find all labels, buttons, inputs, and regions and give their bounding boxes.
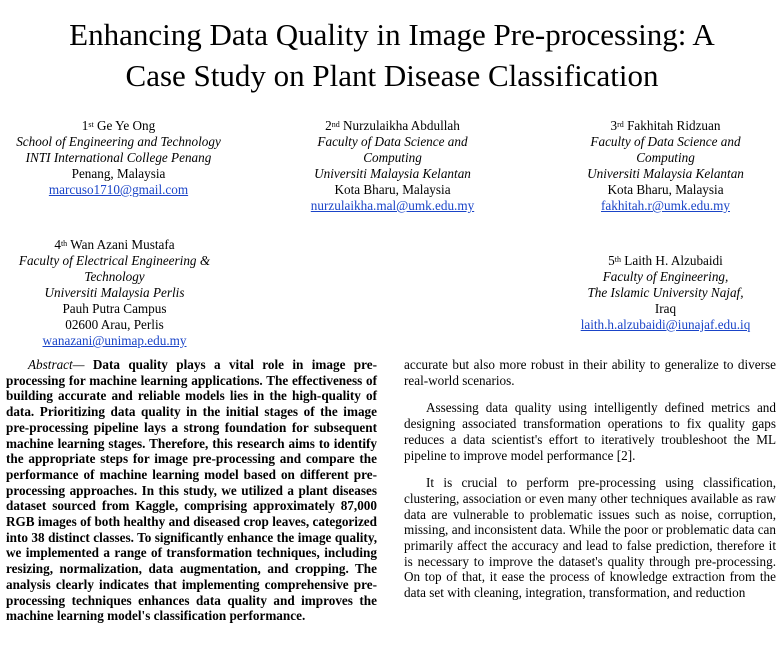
author-affiliation: Universiti Malaysia Kelantan (314, 166, 471, 181)
paper-title (0, 14, 784, 96)
author-affiliation: Computing (636, 150, 695, 165)
author-email-link[interactable]: nurzulaikha.mal@umk.edu.my (310, 198, 475, 213)
abstract-column (6, 357, 377, 624)
author-affiliation: Computing (363, 150, 422, 165)
author-location: Penang, Malaysia (71, 166, 166, 181)
author-location: Kota Bharu, Malaysia (607, 182, 724, 197)
author-affiliation: INTI International College Penang (25, 150, 212, 165)
author-name: 3rd Fakhitah Ridzuan (610, 118, 721, 133)
author-block-4 (2, 237, 227, 349)
author-email-link[interactable]: marcuso1710@gmail.com (48, 182, 189, 197)
author-location: Kota Bharu, Malaysia (334, 182, 451, 197)
author-affiliation: Faculty of Data Science and (590, 134, 741, 149)
author-location: Pauh Putra Campus (62, 301, 167, 316)
author-email-link[interactable]: fakhitah.r@umk.edu.my (601, 198, 730, 213)
author-name: 1st Ge Ye Ong (81, 118, 156, 133)
author-affiliation: The Islamic University Najaf, (587, 285, 744, 300)
author-affiliation: Technology (84, 269, 145, 284)
abstract-text: Data quality plays a vital role in image pre-processing for machine learning applications. The effectiveness of building accurate and reliable models lies in the high-quality of data. Prioritizing data quality in the initial stages of the image pre-processing pipeline lays a strong foundation for subsequent machine learning stages. Therefore, this research aims to identify the appropriate steps for image pre-processing and compare the performance of machine learning model based on different pre-processing approaches. In this study, we utilized a plant diseases dataset sourced from Kaggle, comprising approximately 87,000 RGB images of both healthy and diseased crop leaves, categorized into 38 distinct classes. To significantly enhance the image quality, we implemented a range of transformation techniques, including resizing, normalization, data augmentation, and cropping. The analysis clearly indicates that implementing comprehensive pre-processing techniques enhances data quality and improves the machine learning model's classification performance. (6, 357, 378, 624)
abstract-label: Abstract— (28, 357, 85, 372)
title-line-1: Enhancing Data Quality in Image Pre-processing: A (69, 17, 715, 52)
body-column (404, 357, 776, 601)
author-location: Iraq (654, 301, 677, 316)
title-line-2: Case Study on Plant Disease Classification (125, 58, 659, 93)
body-paragraph-2: Assessing data quality using intelligently defined metrics and designing associated transformation operations to fix quality gaps reduces a data scientist's effort to iteratively troubleshoot the ML pipeline to improve model performance [2]. (404, 400, 776, 463)
author-affiliation: Universiti Malaysia Perlis (44, 285, 185, 300)
author-email-link[interactable]: wanazani@unimap.edu.my (42, 333, 187, 348)
body-paragraph-1: accurate but also more robust in their ability to generalize to diverse real-world scenarios. (404, 357, 776, 388)
author-block-5 (553, 253, 778, 333)
author-block-3 (553, 118, 778, 214)
author-name: 5th Laith H. Alzubaidi (608, 253, 723, 268)
body-paragraph-3: It is crucial to perform pre-processing using classification, clustering, association or even many other techniques available as raw data are vulnerable to problematic issues such as noise, corruption, missing, and inconsistent data. While the poor or problematic data can primarily affect the accuracy and lead to false prediction, therefore it is necessary to improve the dataset's quality through pre-processing. On top of that, it ease the process of knowledge extraction from the data set with cleaning, integration, transformation, and reduction (404, 475, 776, 601)
author-affiliation: Faculty of Engineering, (602, 269, 729, 284)
author-affiliation: Universiti Malaysia Kelantan (587, 166, 744, 181)
author-affiliation: Faculty of Electrical Engineering & (18, 253, 211, 268)
author-name: 4th Wan Azani Mustafa (54, 237, 175, 252)
author-name: 2nd Nurzulaikha Abdullah (325, 118, 460, 133)
author-block-1 (6, 118, 231, 198)
author-block-2 (280, 118, 505, 214)
author-affiliation: Faculty of Data Science and (317, 134, 468, 149)
author-affiliation: School of Engineering and Technology (16, 134, 221, 149)
author-email-link[interactable]: laith.h.alzubaidi@iunajaf.edu.iq (580, 317, 751, 332)
author-location: 02600 Arau, Perlis (65, 317, 164, 332)
abstract-paragraph (6, 357, 377, 624)
